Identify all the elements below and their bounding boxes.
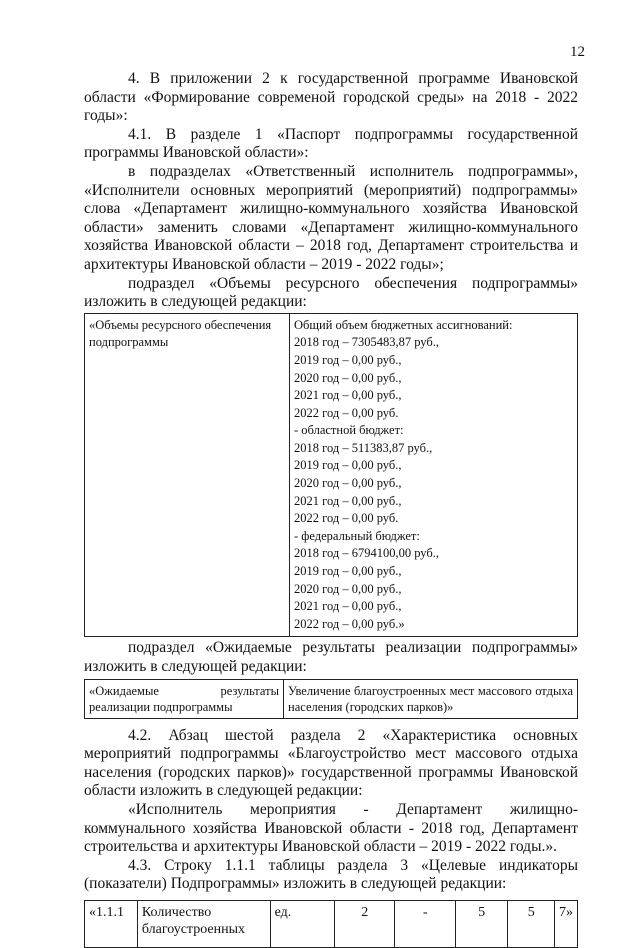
paragraph-resources-subsection: подраздел «Объемы ресурсного обеспечения подпрограммы» изложить в следующей редакции: xyxy=(84,274,578,311)
paragraph-executor-quote: «Исполнитель мероприятия - Департамент жилищно-коммунального хозяйства Ивановской области - 2018 год, Департамент строительства и архитектуры Ивановской области – 2019 - 2022 годы.». xyxy=(84,800,578,856)
results-label-line: реализации подпрограммы xyxy=(89,699,233,714)
resources-table-row xyxy=(85,313,578,637)
resources-line: 2020 год – 0,00 руб., xyxy=(294,370,402,385)
resources-line: 2022 год – 0,00 руб. xyxy=(294,511,399,526)
paragraph-4-2: 4.2. Абзац шестой раздела 2 «Характеристика основных мероприятий подпрограммы «Благоустройство мест массового отдыха населения (городских парков)» государственной программы Ивановской области изложить в следующей редакции: xyxy=(84,726,578,800)
resources-line: 2019 год – 0,00 руб., xyxy=(294,564,402,579)
resources-line: 2020 год – 0,00 руб., xyxy=(294,581,402,596)
resources-line: 2018 год – 7305483,87 руб., xyxy=(294,335,439,350)
indicator-name-cell: Количество благоустроенных xyxy=(137,900,270,947)
resources-line: 2021 год – 0,00 руб., xyxy=(294,388,402,403)
resources-line: 2018 год – 6794100,00 руб., xyxy=(294,546,439,561)
results-table-row xyxy=(85,679,578,718)
resources-line: 2022 год – 0,00 руб.» xyxy=(294,616,405,631)
paragraph-4-1: 4.1. В разделе 1 «Паспорт подпрограммы государственной программы Ивановской области»: xyxy=(84,125,578,162)
indicator-value-cell: 5 xyxy=(455,900,508,947)
results-label-cell xyxy=(85,679,284,718)
resources-table xyxy=(84,313,578,638)
results-table xyxy=(84,679,578,719)
results-label-line: «Ожидаемые результаты xyxy=(89,683,279,698)
paragraph-4-3: 4.3. Строку 1.1.1 таблицы раздела 3 «Целевые индикаторы (показатели) Подпрограммы» изложить в следующей редакции: xyxy=(84,856,578,893)
paragraph-results-subsection: подраздел «Ожидаемые результаты реализации подпрограммы» изложить в следующей редакции: xyxy=(84,639,578,675)
resources-line: Общий объем бюджетных ассигнований: xyxy=(294,317,513,332)
indicator-value-cell: 2 xyxy=(335,900,395,947)
indicator-value-cell: - xyxy=(395,900,455,947)
resources-line: - федеральный бюджет: xyxy=(294,528,420,543)
resources-line: 2021 год – 0,00 руб., xyxy=(294,599,402,614)
indicator-unit-cell: ед. xyxy=(270,900,334,947)
indicator-value-cell: 5 xyxy=(508,900,555,947)
resources-line: 2021 год – 0,00 руб., xyxy=(294,493,402,508)
indicator-number-cell: «1.1.1 xyxy=(85,900,138,947)
paragraph-4: 4. В приложении 2 к государственной программе Ивановской области «Формирование современой городской среды» на 2018 - 2022 годы»: xyxy=(84,70,578,125)
resources-line: - областной бюджет: xyxy=(294,423,404,438)
indicator-row xyxy=(85,900,578,947)
resources-line: 2019 год – 0,00 руб., xyxy=(294,458,402,473)
indicator-value-cell: 7» xyxy=(555,900,578,947)
document-body xyxy=(84,70,578,948)
paragraph-subsections-replace: в подразделах «Ответственный исполнитель подпрограммы», «Исполнители основных мероприятий (мероприятий) подпрограммы» слова «Департамент жилищно-коммунального хозяйства Ивановской области» заменить словами «Департамент жилищно-коммунального хозяйства Ивановской области – 2018 год, Департамент строительства и архитектуры Ивановской области – 2019 - 2022 годы»; xyxy=(84,162,578,273)
resources-line: 2019 год – 0,00 руб., xyxy=(294,352,402,367)
resources-value-cell xyxy=(290,313,578,637)
resources-label-cell: «Объемы ресурсного обеспечения подпрограммы xyxy=(85,313,290,637)
resources-line: 2018 год – 511383,87 руб., xyxy=(294,440,433,455)
resources-line: 2020 год – 0,00 руб., xyxy=(294,476,402,491)
results-value-cell: Увеличение благоустроенных мест массового отдыха населения (городских парков)» xyxy=(284,679,578,718)
indicator-table xyxy=(84,900,578,948)
resources-line: 2022 год – 0,00 руб. xyxy=(294,405,399,420)
page-number: 12 xyxy=(570,44,585,60)
